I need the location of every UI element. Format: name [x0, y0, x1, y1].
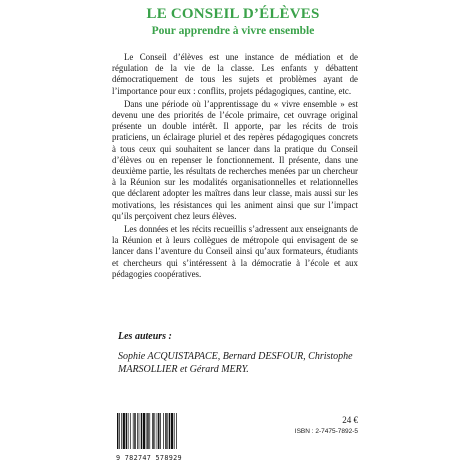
blurb-paragraph-1: Le Conseil d’élèves est une instance de médiation et de régulation de la vie de la classe. Les enfants y débattent démocratiquement de tous les sujets et problèmes ayant de l’importance pour eux : conflits, projets pédagogiques, cantine, etc. — [112, 52, 358, 96]
isbn-barcode — [116, 413, 204, 462]
barcode-bar — [174, 413, 175, 449]
barcode-bar — [133, 413, 134, 449]
barcode-bar — [152, 413, 153, 449]
barcode-bar — [139, 413, 140, 449]
barcode-bar — [171, 413, 173, 449]
barcode-digits: 9 782747 578929 — [116, 454, 182, 462]
barcode-bar — [121, 413, 122, 449]
price-label: 24 € — [342, 415, 358, 425]
barcode-bar — [158, 413, 159, 449]
barcode-bar — [119, 413, 120, 449]
barcode-bar — [157, 413, 158, 449]
blurb-paragraph-3: Les données et les récits recueillis s’adressent aux enseignants de la Réunion et à leurs collègues de métropole qui envisagent de se lancer dans l’aventure du Conseil ainsi qu’aux formateurs, étudiants et chercheurs qui s’intéressent à la démocratie à l’école et aux pédagogies coopératives. — [112, 224, 358, 279]
book-subtitle: Pour apprendre à vivre ensemble — [151, 25, 315, 37]
barcode-bar — [176, 413, 177, 449]
barcode-bars-graphic — [116, 413, 204, 449]
barcode-bar — [123, 413, 125, 449]
blurb-paragraph-2: Dans une période où l’apprentissage du « vivre ensemble » est devenu une des priorités de l’école primaire, cet ouvrage original présente un double intérêt. Il apporte, par les récits de trois praticiens, un éclairage pluriel et des repères pédagogiques concrets à tous ceux qui souhaitent se lancer dans la pratique du Conseil d’élèves ou en repenser le fonctionnement. Il présente, dans une deuxième partie, les résultats de recherches menées par un chercheur à la Réunion sur les modalités organisationnelles et relationnelles que déclarent adopter les maîtres dans leur classe, mais aussi sur les motivations, les résistances qui les animent ainsi que sur l’impact qu’ils perçoivent chez leurs élèves. — [112, 98, 358, 221]
barcode-bar — [165, 413, 166, 449]
barcode-bar — [128, 413, 129, 449]
barcode-bar — [149, 413, 150, 449]
isbn-label: ISBN : 2-7475-7892-5 — [294, 428, 358, 435]
barcode-bar — [163, 413, 164, 449]
back-cover-blurb — [112, 52, 358, 282]
barcode-bar — [154, 413, 155, 449]
barcode-bar — [146, 413, 147, 449]
barcode-bar — [143, 413, 145, 449]
barcode-bar — [141, 413, 142, 449]
barcode-bar — [130, 413, 131, 449]
barcode-bar — [134, 413, 135, 449]
barcode-bar — [117, 413, 118, 449]
book-title: LE CONSEIL D’ÉLÈVES — [146, 6, 320, 22]
authors-heading: Les auteurs : — [118, 331, 172, 342]
authors-names: Sophie ACQUISTAPACE, Bernard DESFOUR, Christophe MARSOLLIER et Gérard MERY. — [118, 351, 353, 375]
barcode-bar — [169, 413, 170, 449]
barcode-bar — [137, 413, 138, 449]
barcode-bar — [167, 413, 168, 449]
barcode-bar — [126, 413, 127, 449]
barcode-bar — [147, 413, 148, 449]
barcode-bar — [160, 413, 161, 449]
